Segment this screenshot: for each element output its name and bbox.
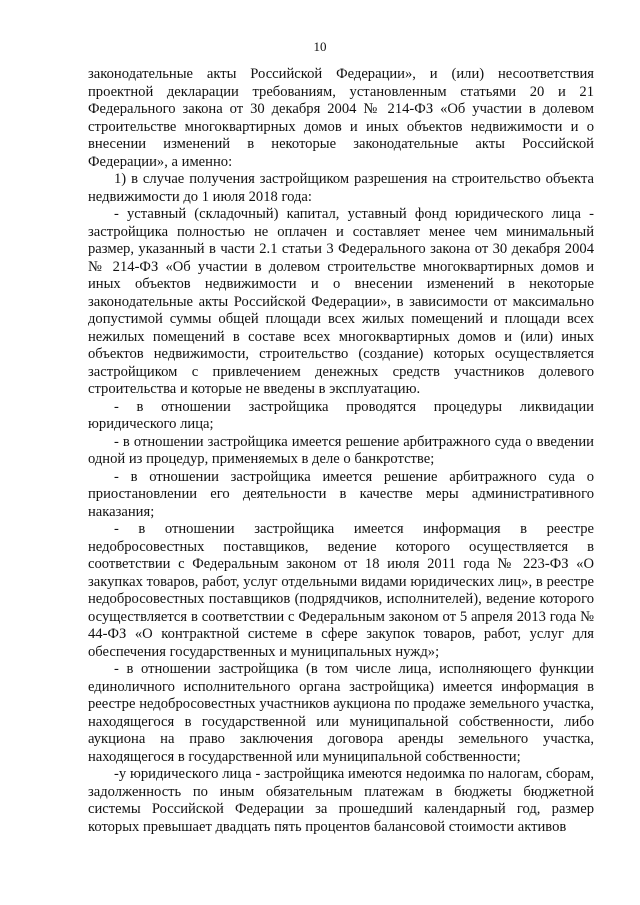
paragraph-bullet-suspension: - в отношении застройщика имеется решение арбитражного суда о приостановлении его деятельности в качестве меры административного наказания; <box>88 468 594 520</box>
paragraph-bullet-liquidation: - в отношении застройщика проводятся процедуры ликвидации юридического лица; <box>88 398 594 432</box>
document-body <box>88 66 594 836</box>
paragraph-item-1: 1) в случае получения застройщиком разрешения на строительство объекта недвижимости до 1 июля 2018 года: <box>88 171 594 205</box>
paragraph-bullet-capital: - уставный (складочный) капитал, уставный фонд юридического лица - застройщика полностью не оплачен и составляет менее чем минимальный размер, указанный в части 2.1 статьи 3 Федерального закона от 30 декабря 2004 № 214-ФЗ «Об участии в долевом строительстве многоквартирных домов и иных объектов недвижимости и о внесении изменений в некоторые законодательные акты Российской Федерации», в зависимости от максимально допустимой суммы общей площади всех жилых помещений и площади всех нежилых помещений в составе всех многоквартирных домов и (или) иных объектов недвижимости, строительство (создание) которых осуществляется застройщиком с привлечением денежных средств участников долевого строительства и которые не введены в эксплуатацию. <box>88 206 594 397</box>
paragraph-bullet-unfair-suppliers: - в отношении застройщика имеется информация в реестре недобросовестных поставщиков, ведение которого осуществляется в соответствии с Федеральным законом от 18 июля 2011 года № 223-ФЗ «О закупках товаров, работ, услуг отдельными видами юридических лиц», в реестре недобросовестных поставщиков (подрядчиков, исполнителей), ведение которого осуществляется в соответствии с Федеральным законом от 5 апреля 2013 года № 44-ФЗ «О контрактной системе в сфере закупок товаров, работ, услуг для обеспечения государственных и муниципальных нужд»; <box>88 521 594 660</box>
paragraph-bullet-unfair-auction: - в отношении застройщика (в том числе лица, исполняющего функции единоличного исполнительного органа застройщика) имеется информация в реестре недобросовестных участников аукциона по продаже земельного участка, находящегося в государственной или муниципальной собственности, либо аукциона на право заключения договора аренды земельного участка, находящегося в государственной или муниципальной собственности; <box>88 661 594 765</box>
paragraph-bullet-bankruptcy: - в отношении застройщика имеется решение арбитражного суда о введении одной из процедур, применяемых в деле о банкротстве; <box>88 433 594 467</box>
paragraph-bullet-tax-arrears: -у юридического лица - застройщика имеются недоимка по налогам, сборам, задолженность по иным обязательным платежам в бюджеты бюджетной системы Российской Федерации за прошедший календарный год, размер которых превышает двадцать пять процентов балансовой стоимости активов <box>88 766 594 835</box>
page-number: 10 <box>313 39 327 54</box>
paragraph-intro-continuation: законодательные акты Российской Федерации», и (или) несоответствия проектной декларации требованиям, установленным статьями 20 и 21 Федерального закона от 30 декабря 2004 № 214-ФЗ «Об участии в долевом строительстве многоквартирных домов и иных объектов недвижимости и о внесении изменений в некоторые законодательные акты Российской Федерации», а именно: <box>88 66 594 170</box>
